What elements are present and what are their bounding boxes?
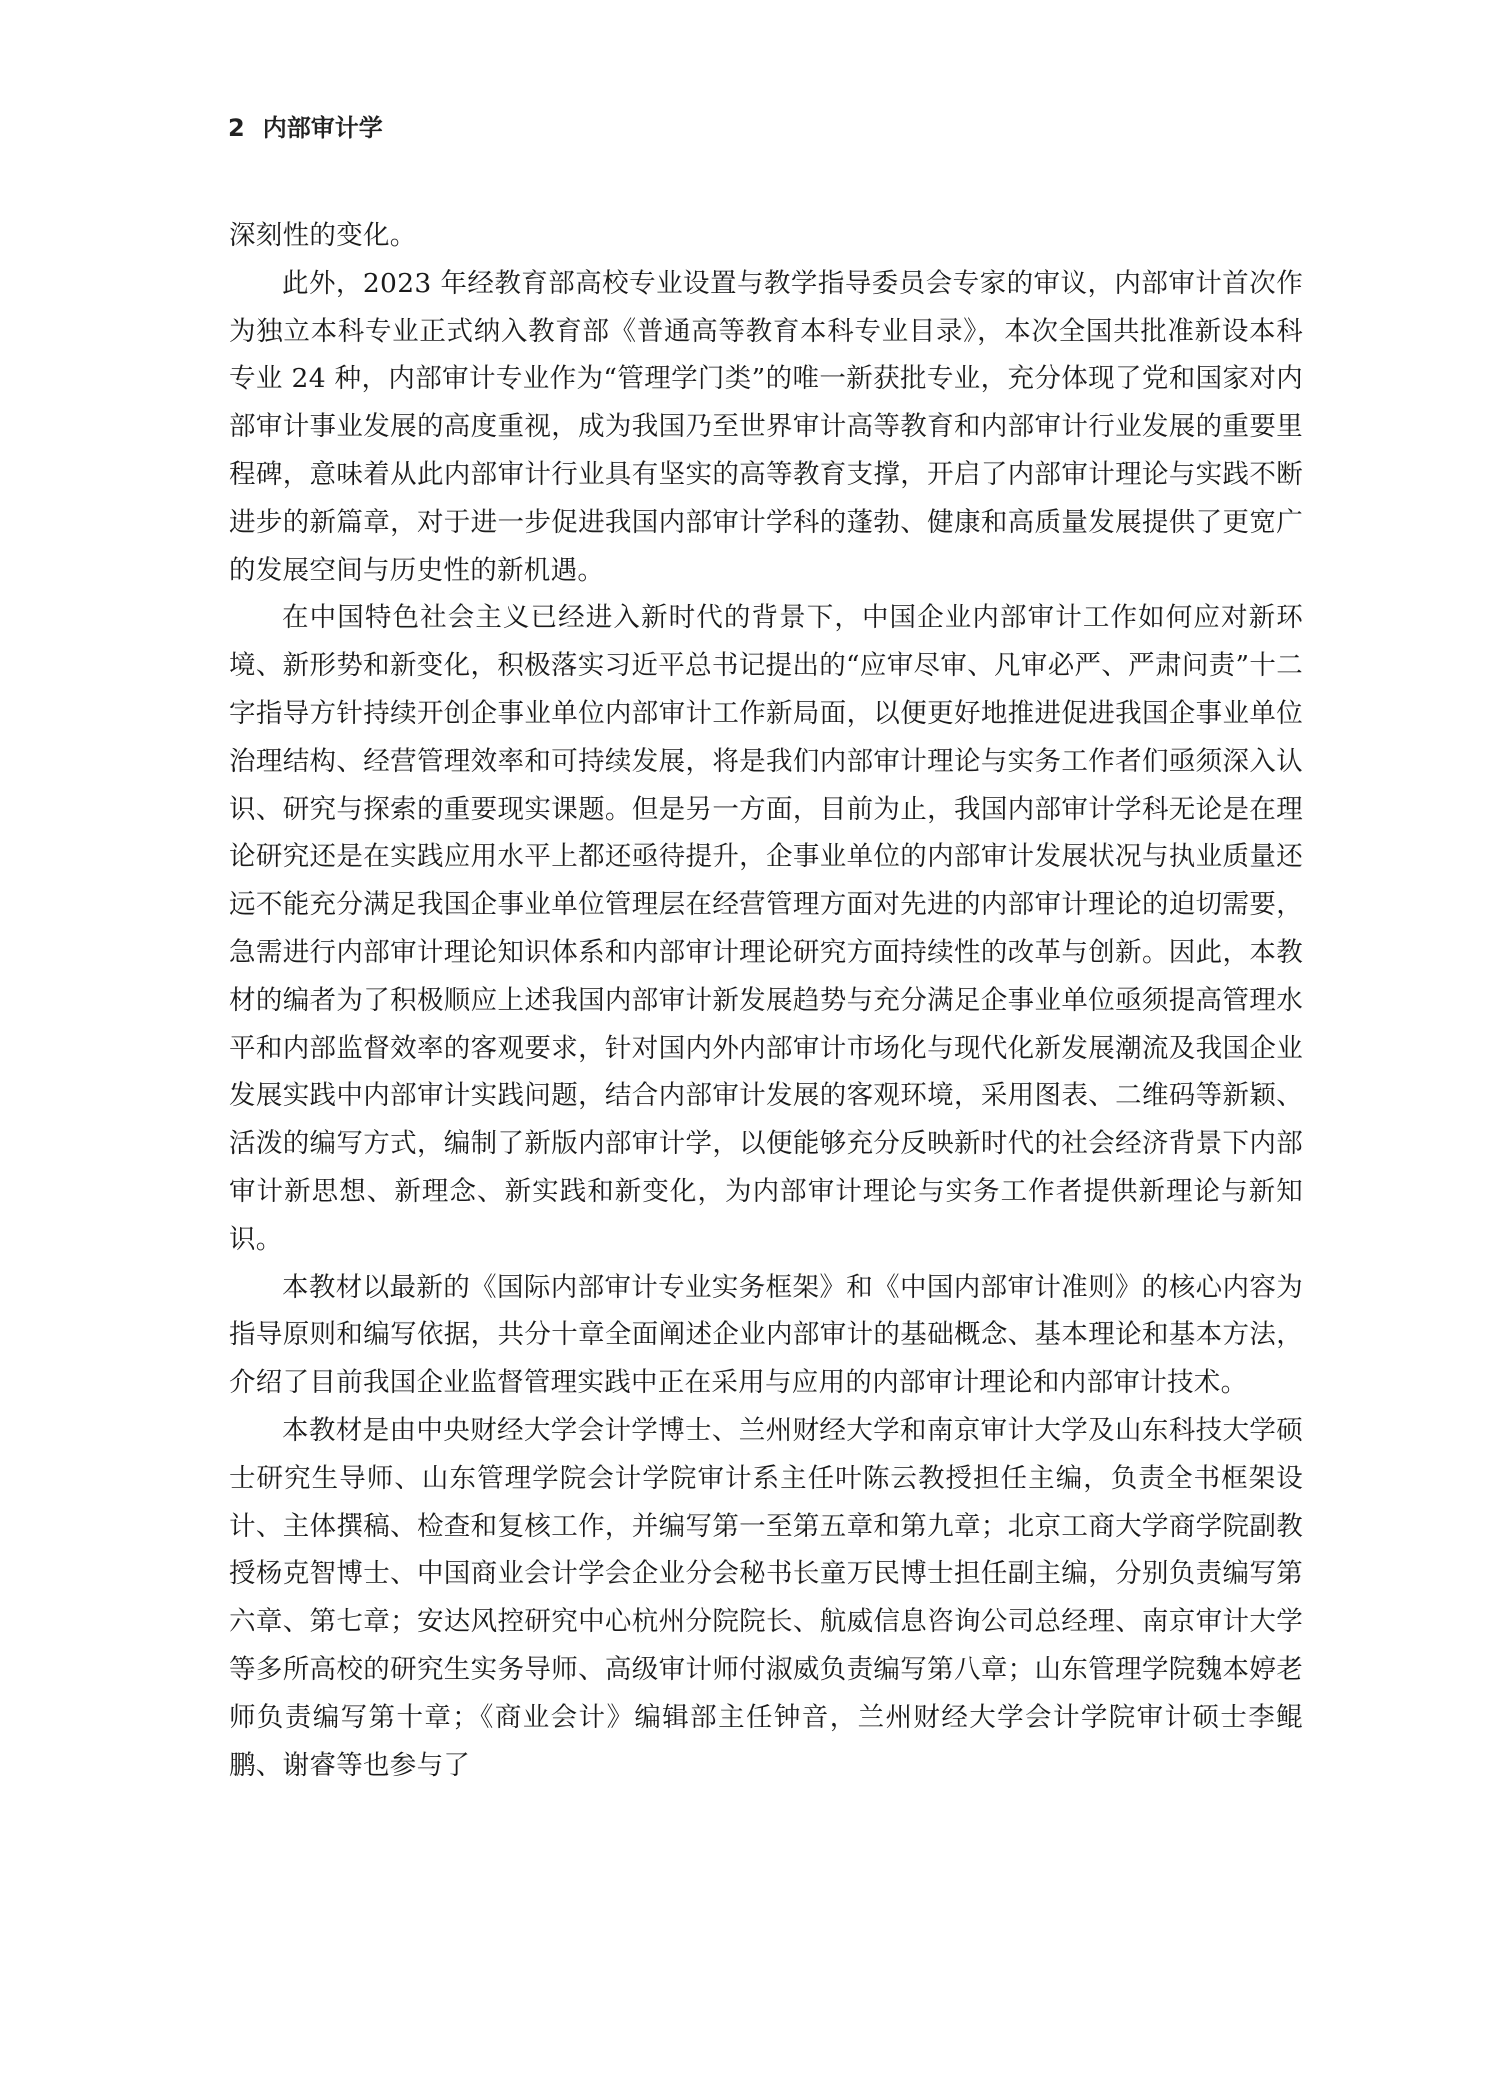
paragraph-textbook-framework: 本教材以最新的《国际内部审计专业实务框架》和《中国内部审计准则》的核心内容为指导原则和编写依据，共分十章全面阐述企业内部审计的基础概念、基本理论和基本方法，介绍了目前我国企业监督管理实践中正在采用与应用的内部审计理论和内部审计技术。 [229,1271,1303,1399]
page-number: 2 [228,114,245,142]
paragraph-new-era-context: 在中国特色社会主义已经进入新时代的背景下，中国企业内部审计工作如何应对新环境、新形势和新变化，积极落实习近平总书记提出的“应审尽审、凡审必严、严肃问责”十二字指导方针持续开创企事业单位内部审计工作新局面，以便更好地推进促进我国企事业单位治理结构、经营管理效率和可持续发展，将是我们内部审计理论与实务工作者们亟须深入认识、研究与探索的重要现实课题。但是另一方面，目前为止，我国内部审计学科无论是在理论研究还是在实践应用水平上都还亟待提升，企事业单位的内部审计发展状况与执业质量还远不能充分满足我国企事业单位管理层在经营管理方面对先进的内部审计理论的迫切需要，急需进行内部审计理论知识体系和内部审计理论研究方面持续性的改革与创新。因此，本教材的编者为了积极顺应上述我国内部审计新发展趋势与充分满足企事业单位亟须提高管理水平和内部监督效率的客观要求，针对国内外内部审计市场化与现代化新发展潮流及我国企业发展实践中内部审计实践问题，结合内部审计发展的客观环境，采用图表、二维码等新颖、活泼的编写方式，编制了新版内部审计学，以便能够充分反映新时代的社会经济背景下内部审计新思想、新理念、新实践和新变化，为内部审计理论与实务工作者提供新理论与新知识。 [229,602,1303,1255]
running-header [228,112,383,144]
paragraph-continuation: 深刻性的变化。 [229,220,417,251]
book-title: 内部审计学 [262,114,383,142]
body-text [229,212,1303,1789]
paragraph-undergraduate-major: 此外，2023 年经教育部高校专业设置与教学指导委员会专家的审议，内部审计首次作为独立本科专业正式纳入教育部《普通高等教育本科专业目录》，本次全国共批准新设本科专业 24 种，内部审计专业作为“管理学门类”的唯一新获批专业，充分体现了党和国家对内部审计事业发展的高度重视，成为我国乃至世界审计高等教育和内部审计行业发展的重要里程碑，意味着从此内部审计行业具有坚实的高等教育支撑，开启了内部审计理论与实践不断进步的新篇章，对于进一步促进我国内部审计学科的蓬勃、健康和高质量发展提供了更宽广的发展空间与历史性的新机遇。 [229,267,1303,586]
paragraph-authors: 本教材是由中央财经大学会计学博士、兰州财经大学和南京审计大学及山东科技大学硕士研究生导师、山东管理学院会计学院审计系主任叶陈云教授担任主编，负责全书框架设计、主体撰稿、检查和复核工作，并编写第一至第五章和第九章；北京工商大学商学院副教授杨克智博士、中国商业会计学会企业分会秘书长童万民博士担任副主编，分别负责编写第六章、第七章；安达风控研究中心杭州分院院长、航威信息咨询公司总经理、南京审计大学等多所高校的研究生实务导师、高级审计师付淑威负责编写第八章；山东管理学院魏本婷老师负责编写第十章；《商业会计》编辑部主任钟音，兰州财经大学会计学院审计硕士李鲲鹏、谢睿等也参与了 [229,1414,1303,1781]
